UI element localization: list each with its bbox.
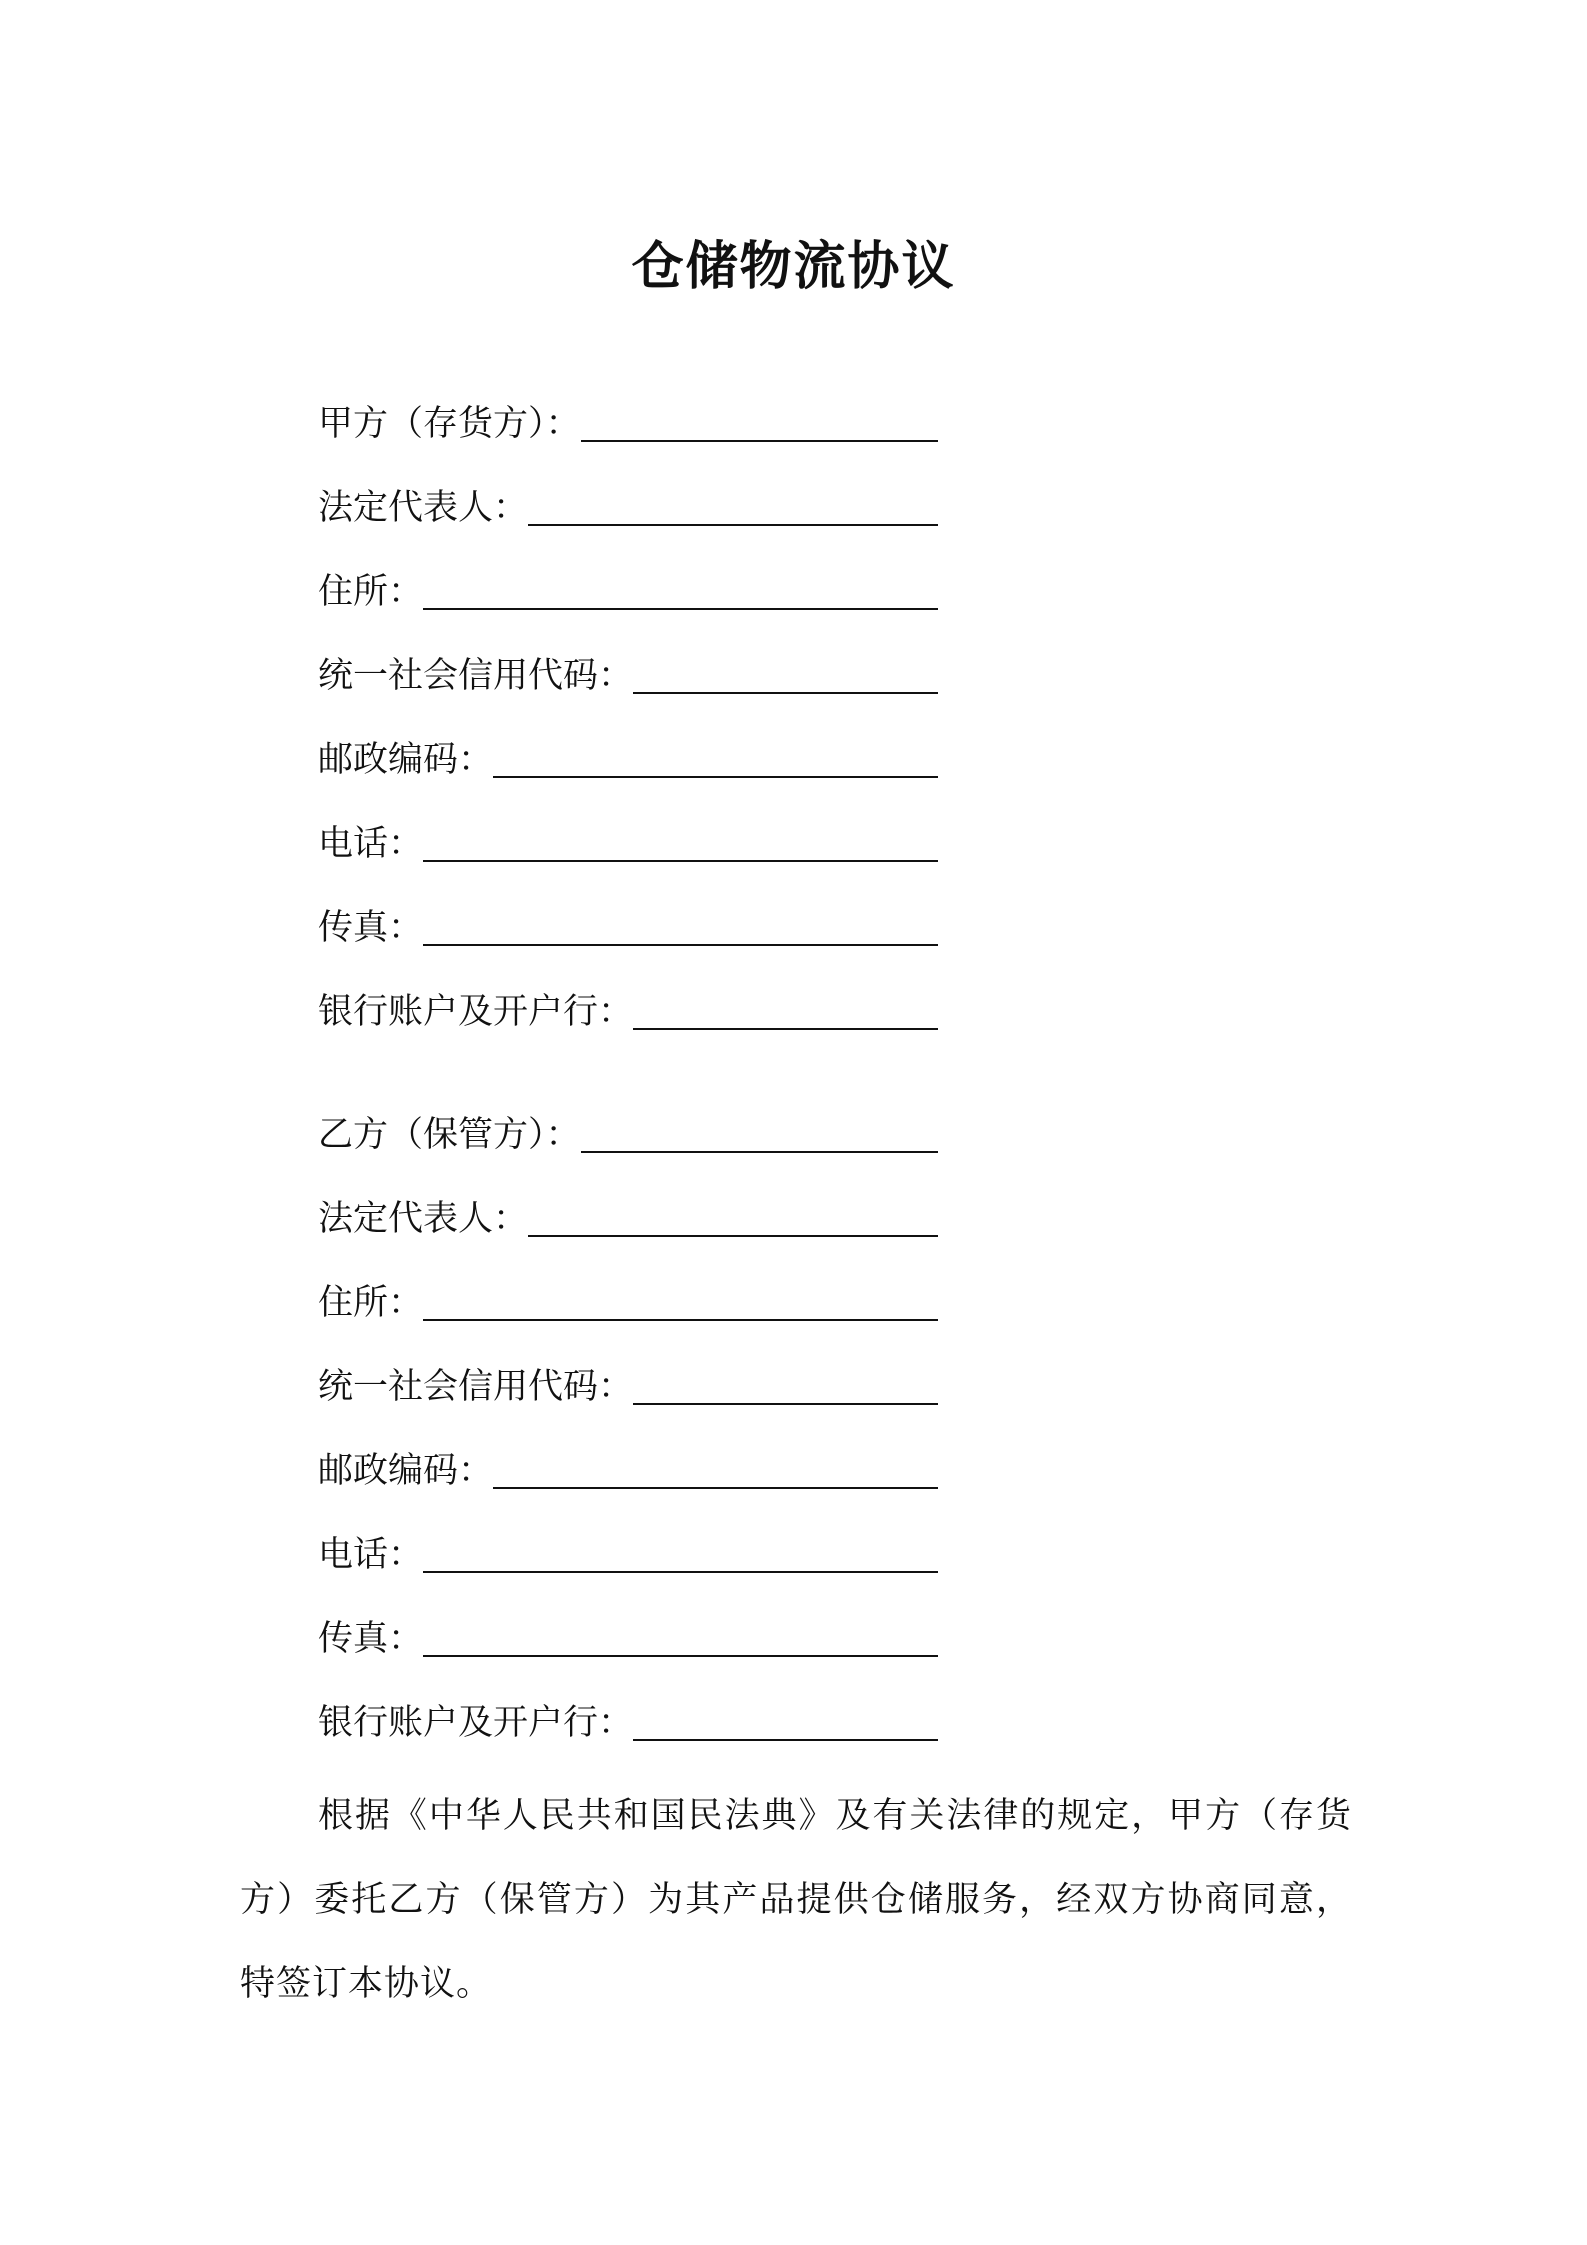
- party-a-bank-blank[interactable]: [633, 990, 938, 1030]
- party-a-name-label: 甲方（存货方）：: [318, 404, 581, 444]
- party-a-fax-row: [318, 866, 938, 950]
- party-b-credit-code-row: [318, 1325, 938, 1409]
- party-a-address-label: 住所：: [318, 572, 424, 612]
- party-a-representative-row: [318, 446, 938, 530]
- party-b-bank-blank[interactable]: [633, 1701, 938, 1741]
- party-b-postcode-blank[interactable]: [493, 1449, 938, 1489]
- party-b-name-label: 乙方（保管方）：: [318, 1115, 581, 1155]
- party-b-postcode-row: [318, 1409, 938, 1493]
- document-title: 仓储物流协议: [631, 236, 956, 297]
- party-b-info: [318, 1073, 938, 1745]
- party-b-credit-code-label: 统一社会信用代码：: [318, 1367, 634, 1407]
- party-a-credit-code-label: 统一社会信用代码：: [318, 656, 634, 696]
- party-a-representative-blank[interactable]: [528, 486, 938, 526]
- party-b-postcode-label: 邮政编码：: [318, 1451, 494, 1491]
- party-a-postcode-row: [318, 698, 938, 782]
- party-a-bank-row: [318, 950, 938, 1034]
- party-b-name-blank[interactable]: [581, 1113, 938, 1153]
- party-a-credit-code-blank[interactable]: [633, 654, 938, 694]
- party-a-name-row: [318, 362, 938, 446]
- party-b-fax-row: [318, 1577, 938, 1661]
- party-a-address-row: [318, 530, 938, 614]
- preamble-paragraph: 根据《中华人民共和国民法典》及有关法律的规定，甲方（存货方）委托乙方（保管方）为其产品提供仓储服务，经双方协商同意，特签订本协议。: [240, 1796, 1352, 2004]
- party-a-representative-label: 法定代表人：: [318, 488, 529, 528]
- party-a-phone-label: 电话：: [318, 824, 424, 864]
- party-a-credit-code-row: [318, 614, 938, 698]
- party-b-representative-label: 法定代表人：: [318, 1199, 529, 1239]
- party-b-phone-blank[interactable]: [423, 1533, 938, 1573]
- party-a-fax-label: 传真：: [318, 908, 424, 948]
- party-b-fax-label: 传真：: [318, 1619, 424, 1659]
- party-a-phone-blank[interactable]: [423, 822, 938, 862]
- party-a-postcode-blank[interactable]: [493, 738, 938, 778]
- party-b-bank-label: 银行账户及开户行：: [318, 1703, 634, 1743]
- party-a-name-blank[interactable]: [581, 402, 938, 442]
- party-a-fax-blank[interactable]: [423, 906, 938, 946]
- party-b-address-label: 住所：: [318, 1283, 424, 1323]
- party-a-postcode-label: 邮政编码：: [318, 740, 494, 780]
- party-b-phone-row: [318, 1493, 938, 1577]
- party-b-representative-row: [318, 1157, 938, 1241]
- party-b-bank-row: [318, 1661, 938, 1745]
- party-a-info: [318, 362, 938, 1034]
- party-a-address-blank[interactable]: [423, 570, 938, 610]
- party-a-bank-label: 银行账户及开户行：: [318, 992, 634, 1032]
- party-b-address-row: [318, 1241, 938, 1325]
- party-b-phone-label: 电话：: [318, 1535, 424, 1575]
- party-b-address-blank[interactable]: [423, 1281, 938, 1321]
- party-b-name-row: [318, 1073, 938, 1157]
- party-b-fax-blank[interactable]: [423, 1617, 938, 1657]
- party-a-phone-row: [318, 782, 938, 866]
- party-b-credit-code-blank[interactable]: [633, 1365, 938, 1405]
- party-b-representative-blank[interactable]: [528, 1197, 938, 1237]
